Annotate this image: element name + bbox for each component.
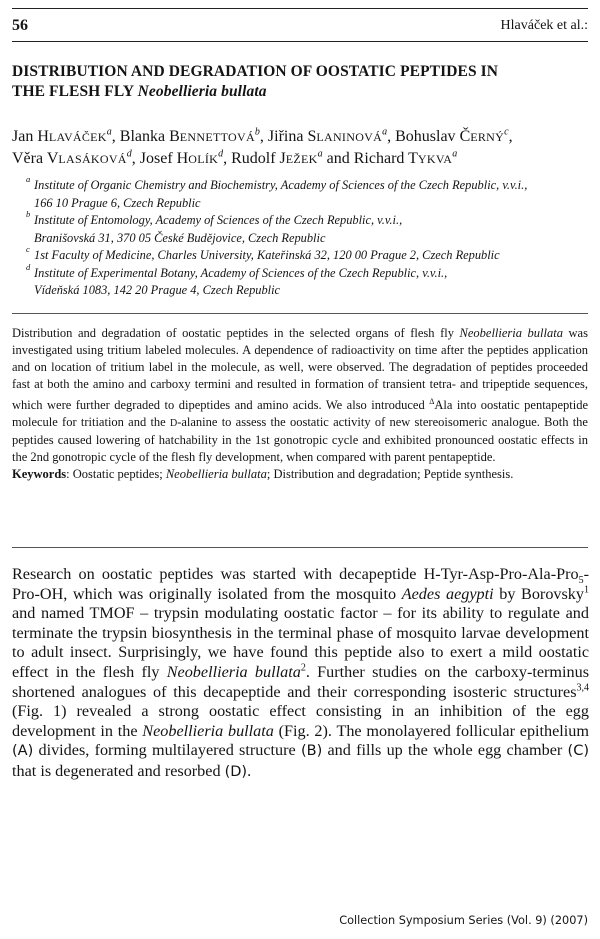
abstract-text: Distribution and degradation of oostatic peptides in the selected organs of flesh fly Neobellieria bullata was investigated using tritium labeled molecules. A dependence of radioactivity on time after the peptides application and on location of tritium label in the molecule, as well, were observed. The degradation of peptides proceeded fast at both the amino and carboxy termini and resulted in formation of transient tetra- and tripeptide sequences, which were further degraded to dipeptides and amino acids. We also introduced $^\Delta$Ala into oostatic pentapeptide molecule for tritiation and the D-alanine to assess the oostatic activity of new stereoisomeric analogue. Both the peptides caused lowering of hatchability in the 1st gonotropic cycle and exhibited pronounced oostatic effects in the 2nd gonotropic cycle of the flesh fly development, when compared with parent pentapeptide. (12, 326, 589, 465)
affiliation-item: a Institute of Organic Chemistry and Biochemistry, Academy of Sciences of the Czech Republic, v.v.i., 166 10 Prague 6, Czech Republic (26, 174, 528, 210)
abstract-bottom-rule (12, 547, 588, 548)
author-list: Jan HLAVÁČEK$^a$, Blanka BENNETTOVÁ$^b$, Jiřina SLANINOVÁ$^a$, Bohuslav ČERNÝ$^c$, Věra VLASÁKOVÁ$^d$, Josef HOLÍK$^d$, Rudolf JEŽEK$^a$ and Richard TYKVA$^a$ (12, 126, 513, 167)
author: Blanka BENNETTOVÁ$^b$ (119, 126, 260, 145)
page-header (12, 8, 588, 42)
author: Jan HLAVÁČEK$^a$ (12, 126, 112, 145)
article-title (12, 62, 588, 102)
body-text (12, 565, 589, 783)
title-species: Neobellieria bullata (137, 83, 267, 100)
author: Bohuslav ČERNÝ$^c$ (395, 126, 509, 145)
abstract-top-rule (12, 313, 588, 314)
affiliation-item: d Institute of Experimental Botany, Academy of Sciences of the Czech Republic, v.v.i., Vídeňská 1083, 142 20 Prague 4, Czech Republic (26, 261, 448, 297)
author: Josef HOLÍK$^d$ (139, 148, 224, 167)
author: Věra VLASÁKOVÁ$^d$ (12, 148, 132, 167)
author: Jiřina SLANINOVÁ$^a$ (267, 126, 388, 145)
title-line1: DISTRIBUTION AND DEGRADATION OF OOSTATIC PEPTIDES IN (12, 63, 499, 80)
page-number: 56 (12, 17, 28, 34)
keywords: Keywords: Oostatic peptides; Neobellieria bullata; Distribution and degradation; Peptide synthesis. (12, 467, 514, 482)
affiliation-item: b Institute of Entomology, Academy of Sciences of the Czech Republic, v.v.i., Branišovská 31, 370 05 České Budějovice, Czech Republic (26, 209, 403, 245)
page-footer: Collection Symposium Series (Vol. 9) (2007) (339, 914, 588, 927)
affiliation-list (26, 174, 596, 300)
running-head: Hlaváček et al.: (500, 18, 588, 33)
author: Richard TYKVA$^a$ (353, 148, 458, 167)
title-line2-prefix: THE FLESH FLY (12, 83, 138, 100)
affiliation-item: c 1st Faculty of Medicine, Charles University, Kateřinská 32, 120 00 Prague 2, Czech Republic (26, 244, 500, 262)
author: Rudolf JEŽEK$^a$ (231, 148, 323, 167)
abstract (12, 325, 588, 483)
body-paragraph: Research on oostatic peptides was started with decapeptide H-Tyr-Asp-Pro-Ala-Pro$_5$-Pro-OH, which was originally isolated from the mosquito Aedes aegypti by Borovsky$^1$ and named TMOF – trypsin modulating oostatic factor – for its ability to regulate and terminate the trypsin biosynthesis in the terminal phase of mosquito larvae development to adult insect. Surprisingly, we have found this peptide also to exert a mild oostatic effect in the flesh fly Neobellieria bullata$^2$. Further studies on the carboxy-terminus shortened analogues of this decapeptide and their corresponding isosteric structures$^{3,4}$ (Fig. 1) revealed a strong oostatic effect consisting in an inhibition of the egg development in the Neobellieria bullata (Fig. 2). The monolayered follicular epithelium (A) divides, forming multilayered structure (B) and fills up the whole egg chamber (C) that is degenerated and resorbed (D). (12, 565, 589, 780)
